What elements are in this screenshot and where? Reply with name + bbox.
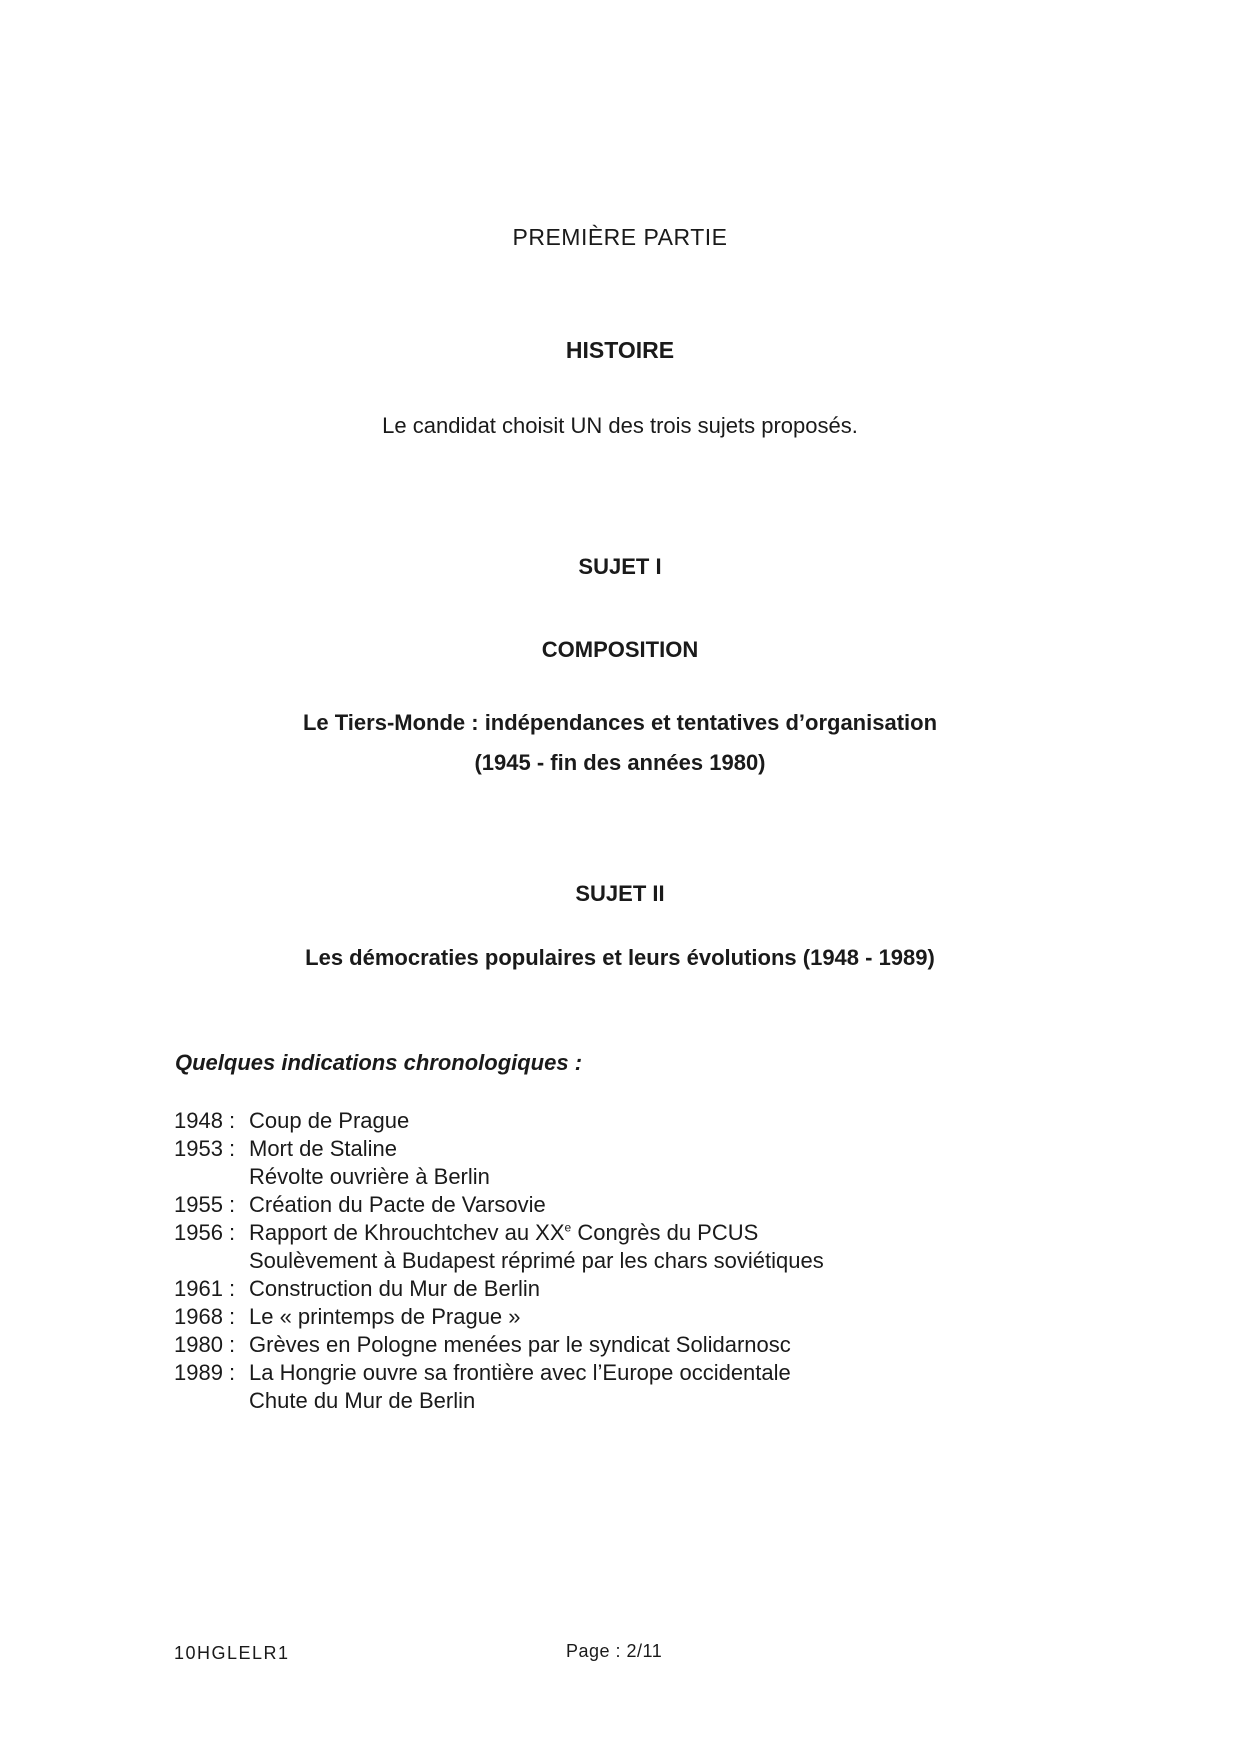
chronology-event: Création du Pacte de Varsovie [249,1192,546,1217]
chronology-entry [174,1219,824,1275]
subject1-type: COMPOSITION [541,637,699,662]
chronology-year: 1948 : [174,1108,236,1133]
subject1-title-line1: Le Tiers-Monde : indépendances et tentatives d’organisation [302,710,938,735]
chronology-event-text: Rapport de Khrouchtchev au XX [249,1220,565,1245]
chronology-event: Soulèvement à Budapest réprimé par les chars soviétiques [249,1248,824,1273]
chronology-event: Révolte ouvrière à Berlin [249,1164,490,1189]
chronology-event: Le « printemps de Prague » [249,1304,521,1329]
subject2-title: Les démocraties populaires et leurs évolutions (1948 - 1989) [305,945,935,970]
chronology-event: Construction du Mur de Berlin [249,1276,541,1301]
part-title: PREMIÈRE PARTIE [512,224,728,250]
chronology-event: Grèves en Pologne menées par le syndicat Solidarnosc [249,1332,791,1357]
chronology-event: Chute du Mur de Berlin [249,1388,476,1413]
chronology-event: Coup de Prague [249,1108,410,1133]
subject2-label: SUJET II [575,881,665,906]
chronology-event: La Hongrie ouvre sa frontière avec l’Europe occidentale [249,1360,791,1385]
chronology-year: 1956 : [174,1220,236,1245]
chronology-entry [174,1303,824,1331]
chronology-year: 1980 : [174,1332,236,1357]
chronology-entry [174,1107,824,1135]
subject1-title-line2: (1945 - fin des années 1980) [474,750,766,775]
chronology-event-tail: Congrès du PCUS [571,1220,759,1245]
chronology-year: 1955 : [174,1192,236,1217]
document-code: 10HGLELR1 [174,1643,290,1663]
chronology-year: 1968 : [174,1304,236,1329]
chronology-entry [174,1359,824,1415]
chronology-heading: Quelques indications chronologiques : [175,1050,583,1075]
chronology-entry [174,1275,824,1303]
chronology-entry [174,1135,824,1191]
subject1-title [0,703,1240,783]
page-number: Page : 2/11 [566,1641,663,1661]
chronology-year: 1961 : [174,1276,236,1301]
chronology-list [174,1107,824,1415]
chronology-event: Mort de Staline [249,1136,397,1161]
chronology-event [249,1219,824,1247]
ordinal-suffix: e [564,1220,572,1235]
section-title: HISTOIRE [565,337,675,363]
chronology-year: 1989 : [174,1360,236,1385]
subject1-label: SUJET I [578,554,662,579]
chronology-year: 1953 : [174,1136,236,1161]
chronology-entry [174,1331,824,1359]
chronology-entry [174,1191,824,1219]
instruction-text: Le candidat choisit UN des trois sujets proposés. [382,413,858,438]
